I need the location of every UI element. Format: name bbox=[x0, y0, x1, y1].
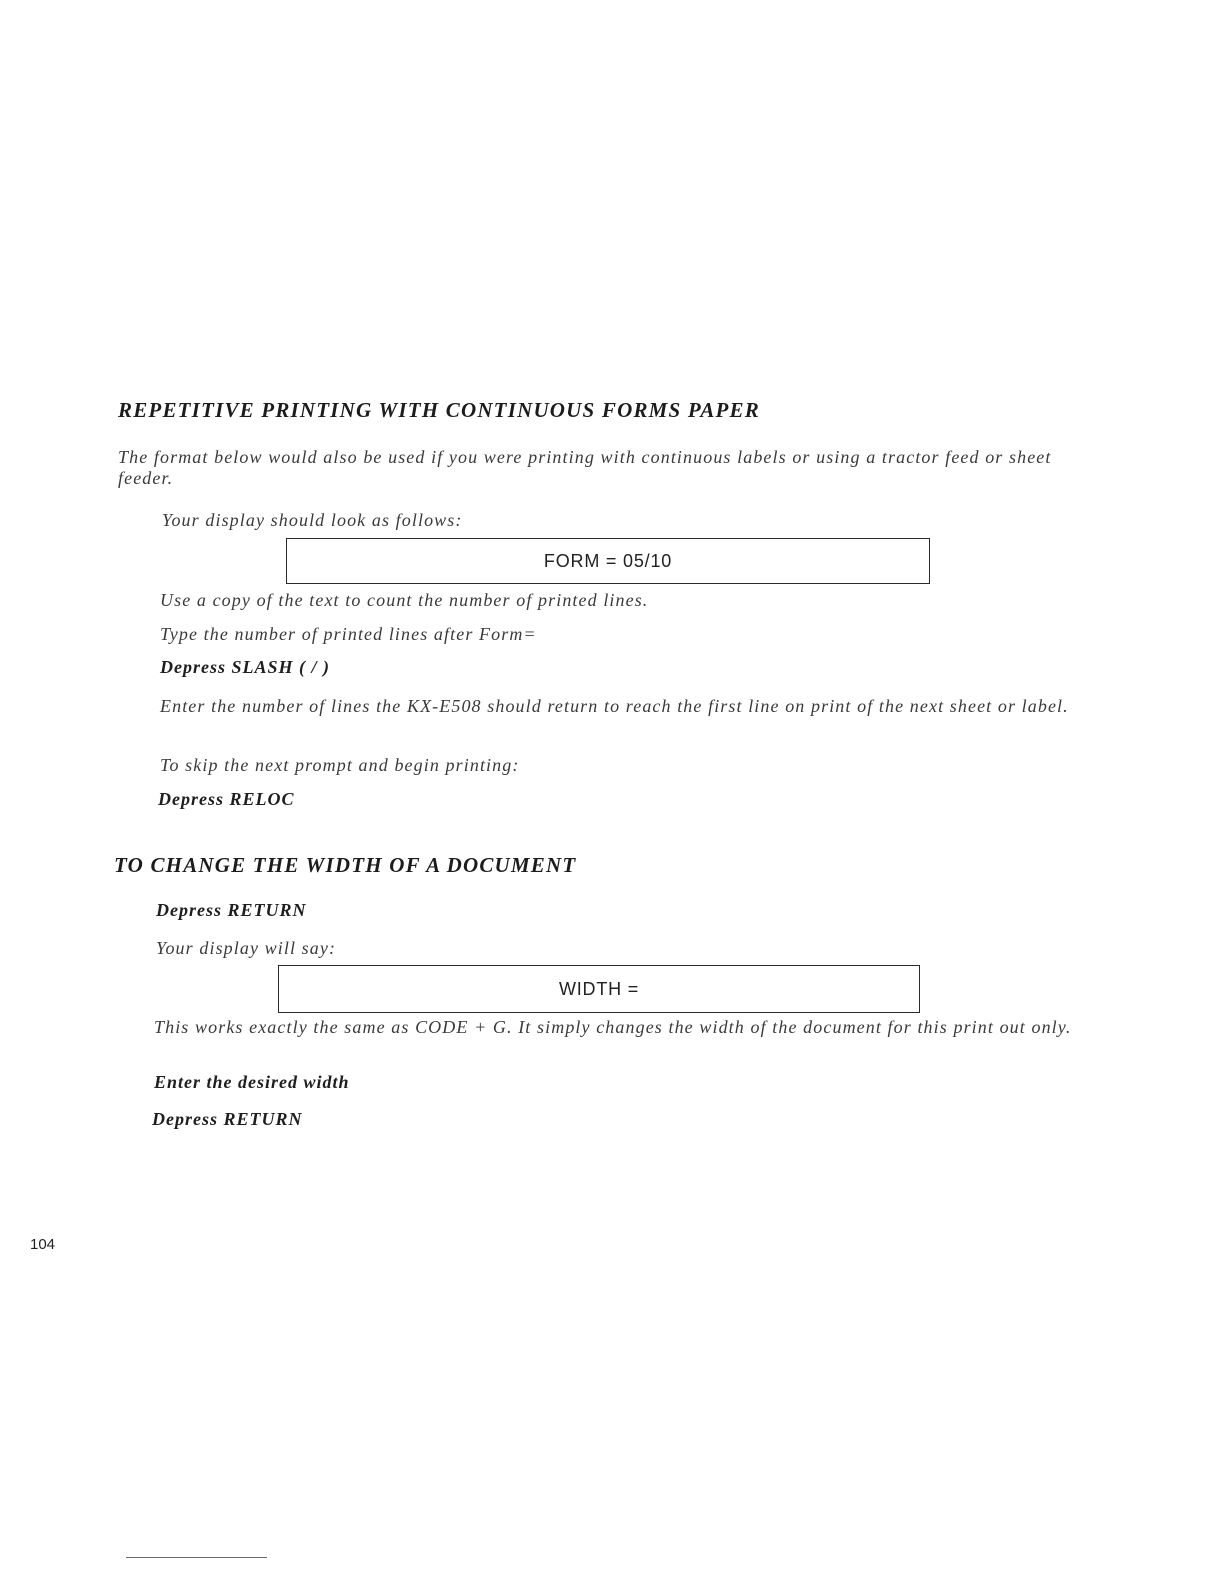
intro-paragraph: The format below would also be used if you were printing with continuous labels or using a tractor feed or sheet feeder. bbox=[118, 447, 1052, 488]
section-heading-change-width: TO CHANGE THE WIDTH OF A DOCUMENT bbox=[114, 853, 577, 877]
instruction-enter-lines: Enter the number of lines the KX-E508 should return to reach the first line on print of the next sheet or label. bbox=[160, 696, 1069, 716]
display-prompt-width: Your display will say: bbox=[156, 938, 337, 958]
instruction-count-lines: Use a copy of the text to count the number of printed lines. bbox=[160, 590, 649, 610]
instruction-depress-return-1: Depress RETURN bbox=[156, 900, 307, 920]
footer-rule bbox=[126, 1557, 267, 1558]
width-display-box bbox=[278, 965, 920, 1013]
instruction-depress-slash: Depress SLASH ( / ) bbox=[160, 657, 331, 677]
instruction-depress-return-2: Depress RETURN bbox=[152, 1109, 303, 1129]
page-number: 104 bbox=[30, 1236, 56, 1253]
section-heading-repetitive-printing: REPETITIVE PRINTING WITH CONTINUOUS FORMS PAPER bbox=[118, 398, 760, 422]
width-note-paragraph: This works exactly the same as CODE + G. It simply changes the width of the document for this print out only. bbox=[154, 1017, 1072, 1037]
instruction-skip-prompt: To skip the next prompt and begin printing: bbox=[160, 755, 520, 775]
form-display-box bbox=[286, 538, 930, 584]
display-prompt: Your display should look as follows: bbox=[162, 510, 463, 530]
instruction-enter-width: Enter the desired width bbox=[154, 1072, 350, 1092]
width-display-value: WIDTH = bbox=[558, 979, 640, 999]
instruction-depress-reloc: Depress RELOC bbox=[158, 789, 295, 809]
form-display-value: FORM = 05/10 bbox=[543, 551, 673, 571]
instruction-type-lines: Type the number of printed lines after Form= bbox=[160, 624, 537, 644]
